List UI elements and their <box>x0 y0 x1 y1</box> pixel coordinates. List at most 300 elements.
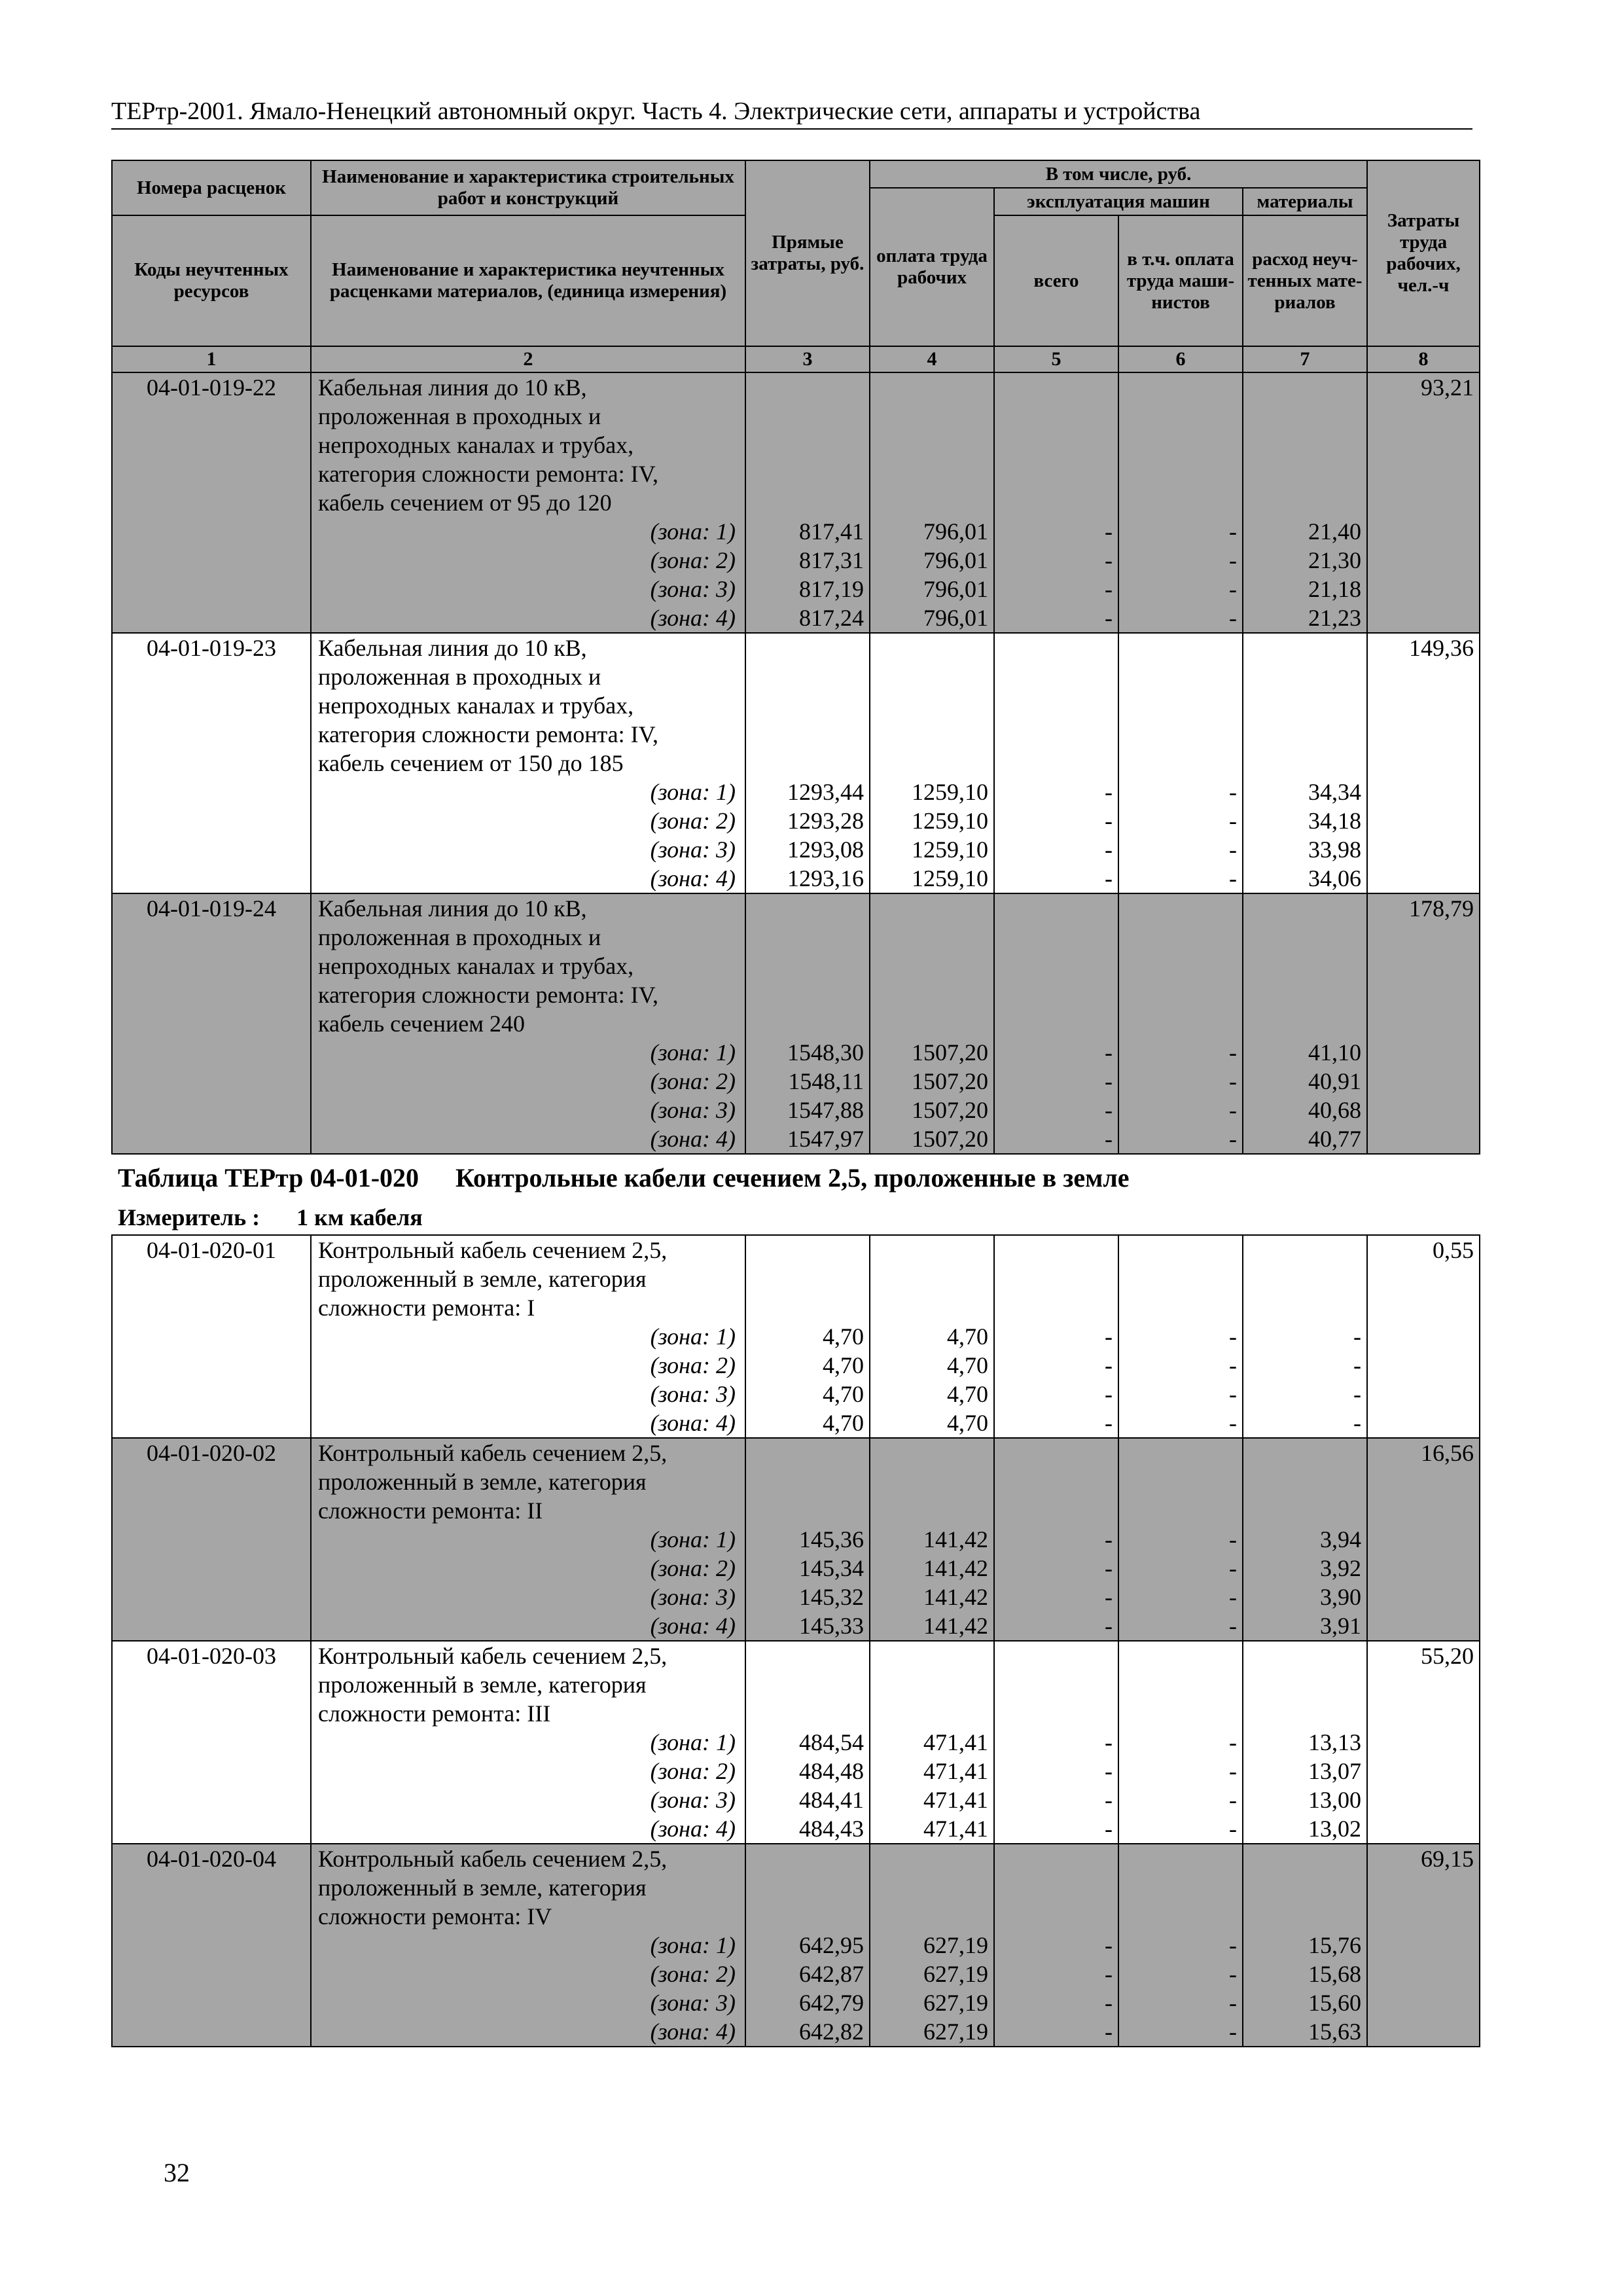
description-line: сложности ремонта: II <box>318 1498 543 1524</box>
col-labor-hours-header: Затраты труда рабочих, чел.-ч <box>1367 160 1480 346</box>
materials-value: 15,63 <box>1308 2018 1361 2045</box>
direct-value: 145,34 <box>799 1555 864 1581</box>
col-number-5: 5 <box>994 346 1118 372</box>
labor-value: 1507,20 <box>912 1039 988 1066</box>
machines-value: - <box>1105 1613 1113 1639</box>
cell-machines <box>994 1235 1118 1438</box>
spacer <box>995 720 1113 749</box>
spacer <box>1243 1236 1361 1265</box>
spacer <box>1243 749 1361 778</box>
cell-machines <box>994 893 1118 1154</box>
col-rate-numbers-header: Номера расценок <box>112 160 311 215</box>
spacer <box>1119 1873 1237 1902</box>
machinists-value: - <box>1229 1729 1237 1755</box>
cell-machines <box>994 372 1118 633</box>
spacer <box>1243 1496 1361 1525</box>
description-line: категория сложности ремонта: IV, <box>318 721 658 747</box>
spacer <box>995 952 1113 980</box>
spacer <box>746 1641 864 1670</box>
zone-label: (зона: 4) <box>650 1816 736 1842</box>
page-number: 32 <box>164 2158 190 2187</box>
description-line: проложенный в земле, категория <box>318 1874 647 1901</box>
labor-value: 1507,20 <box>912 1068 988 1094</box>
labor-value: 141,42 <box>923 1526 988 1552</box>
direct-value: 1293,16 <box>787 865 864 891</box>
spacer <box>870 952 988 980</box>
machinists-value: - <box>1229 779 1237 805</box>
spacer <box>1119 749 1237 778</box>
direct-value: 1548,11 <box>788 1068 864 1094</box>
spacer <box>870 1467 988 1496</box>
zone-label: (зона: 1) <box>650 779 736 805</box>
spacer <box>1243 894 1361 923</box>
cell-direct <box>745 372 870 633</box>
col-number-2: 2 <box>311 346 745 372</box>
spacer <box>995 634 1113 662</box>
direct-value: 484,48 <box>799 1758 864 1784</box>
description-line: Кабельная линия до 10 кВ, <box>318 374 587 401</box>
spacer <box>746 1265 864 1293</box>
meter-label: Измеритель : <box>118 1204 260 1230</box>
spacer <box>870 634 988 662</box>
col-work-name-header: Наименование и характеристика строительных работ и конструкций <box>311 160 745 215</box>
spacer <box>746 691 864 720</box>
direct-value: 817,31 <box>799 547 864 573</box>
spacer <box>870 1439 988 1467</box>
cell-direct <box>745 1438 870 1641</box>
machines-value: - <box>1105 1323 1113 1350</box>
direct-value: 642,79 <box>799 1990 864 2016</box>
labor-value: 1259,10 <box>912 865 988 891</box>
machines-value: - <box>1105 1526 1113 1552</box>
col-direct-costs-header: Прямые затраты, руб. <box>745 160 870 346</box>
table-title-text: Контрольные кабели сечением 2,5, проложенные в земле <box>455 1163 1130 1193</box>
materials-value: 21,23 <box>1308 605 1362 631</box>
direct-value: 817,19 <box>799 576 864 602</box>
cell-labor <box>870 1438 994 1641</box>
machines-value: - <box>1105 1352 1113 1378</box>
machinists-value: - <box>1229 2018 1237 2045</box>
machinists-value: - <box>1229 1352 1237 1378</box>
cell-machinists <box>1118 1641 1243 1844</box>
labor-value: 471,41 <box>923 1787 988 1813</box>
machines-value: - <box>1105 1932 1113 1958</box>
spacer <box>1243 1873 1361 1902</box>
spacer <box>746 459 864 488</box>
machinists-value: - <box>1229 576 1237 602</box>
cell-labor-hours <box>1367 1235 1480 1438</box>
spacer <box>746 1236 864 1265</box>
rate-description <box>311 1235 745 1438</box>
description-line: сложности ремонта: III <box>318 1700 551 1727</box>
cell-labor-hours <box>1367 372 1480 633</box>
zone-label: (зона: 3) <box>650 576 736 602</box>
spacer <box>746 634 864 662</box>
labor-value: 141,42 <box>923 1555 988 1581</box>
spacer <box>870 402 988 431</box>
spacer <box>1243 980 1361 1009</box>
cell-labor <box>870 1844 994 2047</box>
machinists-value: - <box>1229 1126 1237 1152</box>
direct-value: 642,82 <box>799 2018 864 2045</box>
running-header: ТЕРтр-2001. Ямало-Ненецкий автономный округ. Часть 4. Электрические сети, аппараты и устройства <box>111 97 1472 130</box>
direct-value: 1293,08 <box>787 836 864 863</box>
rate-description <box>311 372 745 633</box>
rates-table-020 <box>111 1234 1480 2047</box>
machinists-value: - <box>1229 1990 1237 2016</box>
machinists-value: - <box>1229 1787 1237 1813</box>
zone-label: (зона: 4) <box>650 2018 736 2045</box>
machines-value: - <box>1105 1097 1113 1123</box>
materials-value: 3,91 <box>1320 1613 1361 1639</box>
labor-value: 471,41 <box>923 1758 988 1784</box>
direct-value: 484,43 <box>799 1816 864 1842</box>
materials-value: 15,60 <box>1308 1990 1361 2016</box>
zone-label: (зона: 2) <box>650 1758 736 1784</box>
rate-description <box>311 1438 745 1641</box>
description-line: кабель сечением от 150 до 185 <box>318 750 624 776</box>
spacer <box>870 1670 988 1699</box>
table1-body <box>112 372 1480 1154</box>
table-title <box>118 1162 1130 1194</box>
spacer <box>1243 402 1361 431</box>
direct-value: 1548,30 <box>787 1039 864 1066</box>
machines-value: - <box>1105 518 1113 545</box>
col-number-7: 7 <box>1243 346 1367 372</box>
cell-labor <box>870 893 994 1154</box>
spacer <box>1119 1467 1237 1496</box>
spacer <box>995 1265 1113 1293</box>
col-number-6: 6 <box>1118 346 1243 372</box>
zone-label: (зона: 1) <box>650 1039 736 1066</box>
spacer <box>1119 662 1237 691</box>
zone-label: (зона: 3) <box>650 836 736 863</box>
rate-description <box>311 633 745 893</box>
description-line: кабель сечением от 95 до 120 <box>318 490 612 516</box>
hours-value: 55,20 <box>1421 1643 1474 1669</box>
zone-label: (зона: 4) <box>650 1126 736 1152</box>
spacer <box>870 1902 988 1931</box>
spacer <box>995 1439 1113 1467</box>
spacer <box>1119 1699 1237 1728</box>
machines-value: - <box>1105 1758 1113 1784</box>
spacer <box>746 662 864 691</box>
spacer <box>995 1699 1113 1728</box>
labor-value: 796,01 <box>923 605 988 631</box>
direct-value: 145,33 <box>799 1613 864 1639</box>
materials-value: 3,90 <box>1320 1584 1361 1610</box>
direct-value: 4,70 <box>823 1410 864 1436</box>
spacer <box>1243 1265 1361 1293</box>
table-title-code: Таблица ТЕРтр 04-01-020 <box>118 1163 419 1193</box>
machines-value: - <box>1105 1381 1113 1407</box>
materials-value: 21,30 <box>1308 547 1362 573</box>
rate-code: 04-01-020-04 <box>112 1844 311 2047</box>
materials-value: 34,34 <box>1308 779 1362 805</box>
machines-value: - <box>1105 865 1113 891</box>
rate-code: 04-01-019-24 <box>112 893 311 1154</box>
spacer <box>1119 1265 1237 1293</box>
labor-value: 1259,10 <box>912 808 988 834</box>
zone-label: (зона: 4) <box>650 1613 736 1639</box>
cell-direct <box>745 1641 870 1844</box>
cell-labor <box>870 1235 994 1438</box>
cell-machinists <box>1118 1235 1243 1438</box>
direct-value: 1547,97 <box>787 1126 864 1152</box>
description-line: сложности ремонта: IV <box>318 1903 552 1929</box>
machines-value: - <box>1105 1555 1113 1581</box>
spacer <box>1243 1844 1361 1873</box>
direct-value: 4,70 <box>823 1352 864 1378</box>
cell-materials <box>1243 633 1367 893</box>
spacer <box>1243 923 1361 952</box>
col-machines-header: эксплуатация машин <box>994 188 1243 215</box>
spacer <box>746 373 864 402</box>
materials-value: 3,92 <box>1320 1555 1361 1581</box>
machinists-value: - <box>1229 1097 1237 1123</box>
spacer <box>746 1699 864 1728</box>
table-row <box>112 1844 1480 2047</box>
hours-value: 149,36 <box>1409 635 1474 661</box>
measurement-unit <box>118 1203 423 1232</box>
materials-value: 21,40 <box>1308 518 1362 545</box>
spacer <box>1243 431 1361 459</box>
table-row <box>112 893 1480 1154</box>
labor-value: 1259,10 <box>912 779 988 805</box>
cell-direct <box>745 1235 870 1438</box>
rate-description <box>311 1641 745 1844</box>
machines-value: - <box>1105 547 1113 573</box>
spacer <box>995 1293 1113 1322</box>
description-line: категория сложности ремонта: IV, <box>318 982 658 1008</box>
zone-label: (зона: 3) <box>650 1381 736 1407</box>
table-row <box>112 1641 1480 1844</box>
spacer <box>870 1265 988 1293</box>
direct-value: 1547,88 <box>787 1097 864 1123</box>
materials-value: 41,10 <box>1308 1039 1362 1066</box>
spacer <box>1119 1293 1237 1322</box>
machinists-value: - <box>1229 518 1237 545</box>
spacer <box>746 894 864 923</box>
spacer <box>1243 662 1361 691</box>
cell-labor-hours <box>1367 1438 1480 1641</box>
hours-value: 93,21 <box>1421 374 1474 401</box>
materials-value: - <box>1353 1410 1361 1436</box>
zone-label: (зона: 2) <box>650 1961 736 1987</box>
machinists-value: - <box>1229 865 1237 891</box>
spacer <box>746 402 864 431</box>
machines-value: - <box>1105 1961 1113 1987</box>
hours-value: 69,15 <box>1421 1846 1474 1872</box>
direct-value: 145,36 <box>799 1526 864 1552</box>
spacer <box>746 488 864 517</box>
col-materials-use-header: расход неуч-тенных мате-риалов <box>1243 215 1367 346</box>
spacer <box>746 431 864 459</box>
machines-value: - <box>1105 779 1113 805</box>
materials-value: 34,18 <box>1308 808 1362 834</box>
machines-value: - <box>1105 1410 1113 1436</box>
machinists-value: - <box>1229 836 1237 863</box>
labor-value: 1507,20 <box>912 1097 988 1123</box>
materials-value: 13,13 <box>1308 1729 1361 1755</box>
spacer <box>995 923 1113 952</box>
zone-label: (зона: 1) <box>650 1932 736 1958</box>
description-line: Контрольный кабель сечением 2,5, <box>318 1846 668 1872</box>
cell-labor-hours <box>1367 893 1480 1154</box>
table-row <box>112 372 1480 633</box>
machinists-value: - <box>1229 1961 1237 1987</box>
col-materials-name-header: Наименование и характеристика неучтенных расценками материалов, (единица измерения) <box>311 215 745 346</box>
spacer <box>870 1699 988 1728</box>
spacer <box>1119 980 1237 1009</box>
zone-label: (зона: 3) <box>650 1097 736 1123</box>
materials-value: 21,18 <box>1308 576 1362 602</box>
spacer <box>1119 431 1237 459</box>
spacer <box>1119 894 1237 923</box>
machinists-value: - <box>1229 1613 1237 1639</box>
direct-value: 642,95 <box>799 1932 864 1958</box>
spacer <box>995 459 1113 488</box>
spacer <box>1119 720 1237 749</box>
description-line: Контрольный кабель сечением 2,5, <box>318 1440 668 1466</box>
spacer <box>995 662 1113 691</box>
description-line: категория сложности ремонта: IV, <box>318 461 658 487</box>
zone-label: (зона: 1) <box>650 1729 736 1755</box>
spacer <box>1243 952 1361 980</box>
labor-value: 4,70 <box>947 1381 988 1407</box>
machines-value: - <box>1105 836 1113 863</box>
col-number-1: 1 <box>112 346 311 372</box>
col-materials-header: материалы <box>1243 188 1367 215</box>
spacer <box>995 1844 1113 1873</box>
rate-code: 04-01-019-23 <box>112 633 311 893</box>
machinists-value: - <box>1229 1816 1237 1842</box>
labor-value: 627,19 <box>923 2018 988 2045</box>
labor-value: 4,70 <box>947 1352 988 1378</box>
hours-value: 178,79 <box>1409 895 1474 922</box>
machinists-value: - <box>1229 1410 1237 1436</box>
spacer <box>1119 373 1237 402</box>
machinists-value: - <box>1229 1323 1237 1350</box>
spacer <box>995 1873 1113 1902</box>
spacer <box>1243 1902 1361 1931</box>
spacer <box>1119 923 1237 952</box>
materials-value: 40,77 <box>1308 1126 1362 1152</box>
cell-labor-hours <box>1367 1844 1480 2047</box>
table2-body <box>112 1235 1480 2047</box>
spacer <box>1119 1236 1237 1265</box>
spacer <box>1119 1902 1237 1931</box>
spacer <box>746 923 864 952</box>
machines-value: - <box>1105 2018 1113 2045</box>
cell-labor <box>870 372 994 633</box>
machinists-value: - <box>1229 808 1237 834</box>
direct-value: 4,70 <box>823 1323 864 1350</box>
spacer <box>1243 373 1361 402</box>
description-line: сложности ремонта: I <box>318 1295 535 1321</box>
machinists-value: - <box>1229 1526 1237 1552</box>
rate-code: 04-01-020-03 <box>112 1641 311 1844</box>
direct-value: 1293,44 <box>787 779 864 805</box>
spacer <box>870 1496 988 1525</box>
materials-value: 15,76 <box>1308 1932 1361 1958</box>
spacer <box>746 1439 864 1467</box>
spacer <box>995 691 1113 720</box>
cell-machinists <box>1118 1844 1243 2047</box>
spacer <box>995 1236 1113 1265</box>
spacer <box>1119 488 1237 517</box>
spacer <box>1243 459 1361 488</box>
spacer <box>870 749 988 778</box>
cell-materials <box>1243 1844 1367 2047</box>
description-line: Кабельная линия до 10 кВ, <box>318 895 587 922</box>
cell-machines <box>994 1844 1118 2047</box>
machines-value: - <box>1105 1584 1113 1610</box>
spacer <box>746 1670 864 1699</box>
spacer <box>870 980 988 1009</box>
spacer <box>1119 459 1237 488</box>
labor-value: 4,70 <box>947 1323 988 1350</box>
spacer <box>746 1293 864 1322</box>
spacer <box>1243 1293 1361 1322</box>
materials-value: - <box>1353 1323 1361 1350</box>
spacer <box>870 1844 988 1873</box>
col-number-4: 4 <box>870 346 994 372</box>
zone-label: (зона: 3) <box>650 1584 736 1610</box>
cell-machinists <box>1118 1438 1243 1641</box>
machines-value: - <box>1105 808 1113 834</box>
machinists-value: - <box>1229 1381 1237 1407</box>
machinists-value: - <box>1229 1039 1237 1066</box>
machinists-value: - <box>1229 1068 1237 1094</box>
machinists-value: - <box>1229 1758 1237 1784</box>
materials-value: 13,02 <box>1308 1816 1361 1842</box>
spacer <box>870 1293 988 1322</box>
zone-label: (зона: 3) <box>650 1990 736 2016</box>
rate-code: 04-01-019-22 <box>112 372 311 633</box>
spacer <box>1243 1439 1361 1467</box>
spacer <box>995 373 1113 402</box>
hours-value: 0,55 <box>1433 1237 1474 1263</box>
spacer <box>995 402 1113 431</box>
spacer <box>870 488 988 517</box>
spacer <box>870 691 988 720</box>
spacer <box>1119 402 1237 431</box>
spacer <box>746 1873 864 1902</box>
zone-label: (зона: 2) <box>650 1352 736 1378</box>
description-line: проложенная в проходных и <box>318 924 601 950</box>
cell-machines <box>994 1641 1118 1844</box>
spacer <box>870 1641 988 1670</box>
materials-value: 13,00 <box>1308 1787 1361 1813</box>
spacer <box>1243 1670 1361 1699</box>
table-row <box>112 1438 1480 1641</box>
spacer <box>1119 691 1237 720</box>
zone-label: (зона: 1) <box>650 1323 736 1350</box>
direct-value: 642,87 <box>799 1961 864 1987</box>
direct-value: 4,70 <box>823 1381 864 1407</box>
rate-code: 04-01-020-01 <box>112 1235 311 1438</box>
description-line: проложенная в проходных и <box>318 403 601 429</box>
labor-value: 796,01 <box>923 547 988 573</box>
spacer <box>870 720 988 749</box>
spacer <box>995 1670 1113 1699</box>
spacer <box>995 749 1113 778</box>
spacer <box>1243 1009 1361 1038</box>
labor-value: 141,42 <box>923 1613 988 1639</box>
col-machinists-pay-header: в т.ч. оплата труда маши-нистов <box>1118 215 1243 346</box>
cell-direct <box>745 1844 870 2047</box>
